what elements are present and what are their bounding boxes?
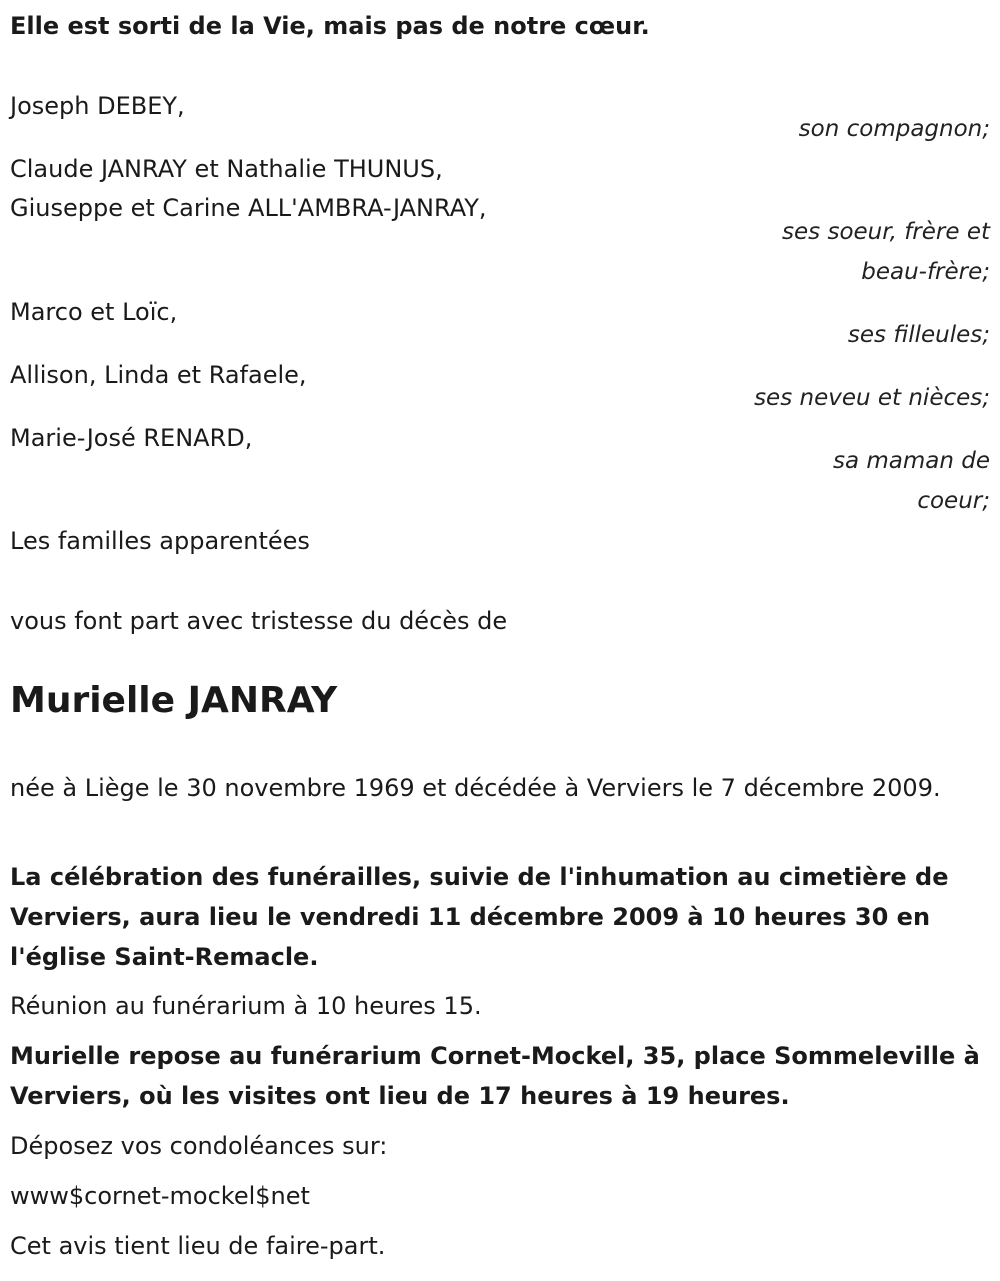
deceased-name: Murielle JANRAY: [10, 680, 338, 721]
relation-siblings-line2: beau-frère;: [861, 259, 990, 285]
visitation-details: Murielle repose au funérarium Cornet-Mockel, 35, place Sommeleville à Verviers, où les visites ont lieu de 17 heures à 19 heures.: [10, 1042, 980, 1110]
family-name-marco: Marco et Loïc,: [10, 298, 178, 326]
relation-heart-mother-line1: sa maman de: [832, 448, 990, 474]
family-name-allison: Allison, Linda et Rafaele,: [10, 361, 307, 389]
relation-nephew-nieces: ses neveu et nièces;: [754, 385, 990, 411]
relation-siblings-line1: ses soeur, frère et: [782, 219, 990, 245]
family-name-claude: Claude JANRAY et Nathalie THUNUS,: [10, 155, 443, 183]
relation-heart-mother-line2: coeur;: [917, 488, 990, 514]
family-name-giuseppe: Giuseppe et Carine ALL'AMBRA-JANRAY,: [10, 194, 487, 222]
closing-note: Cet avis tient lieu de faire-part.: [10, 1232, 386, 1260]
funeral-details: La célébration des funérailles, suivie de l'inhumation au cimetière de Verviers, aura lieu le vendredi 11 décembre 2009 à 10 heures 30 en l'église Saint-Remacle.: [10, 863, 949, 971]
announcement: vous font part avec tristesse du décès de: [10, 607, 508, 635]
epitaph: Elle est sorti de la Vie, mais pas de notre cœur.: [10, 12, 650, 40]
condolences-label: Déposez vos condoléances sur:: [10, 1132, 388, 1160]
family-related: Les familles apparentées: [10, 527, 310, 555]
family-name-marie-jose: Marie-José RENARD,: [10, 424, 253, 452]
relation-godchildren: ses filleules;: [847, 322, 990, 348]
relation-companion: son compagnon;: [798, 116, 990, 142]
condolences-website: www$cornet-mockel$net: [10, 1182, 310, 1210]
birth-death: née à Liège le 30 novembre 1969 et décédée à Verviers le 7 décembre 2009.: [10, 774, 941, 802]
meeting-info: Réunion au funérarium à 10 heures 15.: [10, 992, 482, 1020]
family-name-joseph: Joseph DEBEY,: [10, 92, 185, 120]
